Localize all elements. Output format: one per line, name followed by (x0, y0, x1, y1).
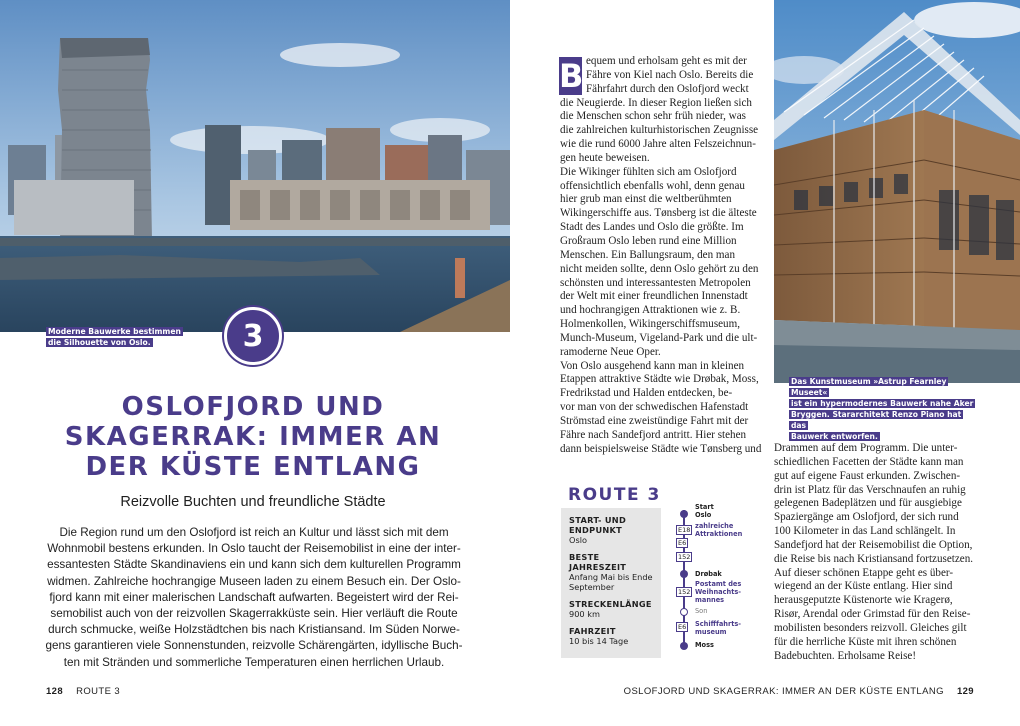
right-photo-caption (789, 376, 977, 442)
length-value: 900 km (569, 609, 600, 619)
body-line: die Neugierde. In dieser Region ließen sich (560, 96, 752, 109)
poi-oslo: Attraktionen (695, 530, 743, 538)
body-line: gen heute beweisen. (560, 151, 650, 164)
body-line: für die herrliche Küste mit ihren schönen (774, 635, 957, 648)
title-line: OSLOFJORD UND (121, 392, 385, 422)
right-footer (624, 686, 974, 697)
stop-drobak: Drøbak (695, 570, 722, 578)
poi-oslo: zahlreiche (695, 522, 734, 530)
caption-line: ist ein hypermodernes Bauwerk nahe Aker (791, 399, 974, 408)
body-line: Wikingerschiffe aus. Tønsberg ist die älteste (560, 207, 757, 220)
season-value (569, 572, 653, 592)
body-line: und hochrangigen Attraktionen wie z. B. (560, 304, 741, 317)
body-line: Badebuchten. Erholsame Reise! (774, 649, 917, 662)
body-line: 100 Kilometer in das Land schlängelt. In (774, 525, 956, 538)
body-line: der Welt mit einer freundlichen Innenstadt (560, 290, 748, 303)
body-line: offensichtlich ebenfalls wohl, denn genau (560, 179, 745, 192)
season-label: BESTE JAHRESZEIT (569, 552, 627, 572)
body-line: schönsten und interessantesten Metropolen (560, 276, 751, 289)
caption-line: Moderne Bauwerke bestimmen (48, 327, 181, 336)
body-line: hier grub man einst die weltberühmten (560, 193, 732, 206)
body-line: Menschen. Ein Ballungsraum, den man (560, 248, 735, 261)
poi-drobak: mannes (695, 596, 725, 604)
stop-moss: Moss (695, 641, 714, 649)
body-line: Fredrikstad und Halden entdecken, be- (560, 387, 733, 400)
length-label: STRECKENLÄNGE (569, 599, 652, 609)
duration-label: FAHRZEIT (569, 626, 616, 636)
body-line: Fähre von Kiel nach Oslo. Bereits die (586, 68, 754, 81)
body-line: mobilisten besonders reizvoll. Gleiches gilt (774, 621, 967, 634)
start-label: ENDPUNKT (569, 525, 623, 535)
body-line: Großraum Oslo leben rund eine Million (560, 234, 737, 247)
route-box-title: ROUTE 3 (568, 485, 661, 505)
start-value: Oslo (569, 535, 587, 545)
stop-marker-oslo (680, 510, 688, 518)
start-label: START- UND (569, 515, 627, 525)
intro-line: gens garantieren viele Sonnenstunden, reizvolle Schärengärten, idyllische Buch- (45, 639, 463, 653)
body-line: gelegenen Badeplätzen und für ausgiebige (774, 497, 962, 510)
body-line: wie die rund 6000 Jahre alten Felszeichnun- (560, 138, 756, 151)
intro-line: essantesten Städte Skandinaviens ein und kann sich dem kulturellen Programm (47, 558, 461, 572)
body-line: Holmenkollen, Wikingerschiffsmuseum, (560, 318, 741, 331)
running-header: OSLOFJORD UND SKAGERRAK: IMMER AN DER KÜSTE ENTLANG (623, 686, 944, 697)
astrup-fearnley-museum-photo (774, 0, 1020, 383)
title-line: SKAGERRAK: IMMER AN (64, 422, 442, 452)
body-line: Stadt des Landes und Oslo die größte. Im (560, 221, 744, 234)
body-column-1 (560, 55, 765, 456)
body-line: die Reise bis nach Kristiansand fortzusetzen. (774, 552, 974, 565)
intro-paragraph (44, 525, 464, 671)
body-line: Risør, Arendal oder Grimstad für den Reise- (774, 608, 971, 621)
page-number: 129 (956, 686, 974, 697)
poi-drobak: Weihnachts- (695, 588, 742, 596)
body-line: Von Oslo ausgehend kann man in kleinen (560, 359, 745, 372)
body-column-2 (774, 442, 980, 664)
stop-marker-moss (680, 642, 688, 650)
road-sign-152: 152 (678, 588, 691, 596)
route-diagram (670, 500, 765, 660)
caption-line: die Silhouette von Oslo. (48, 338, 151, 347)
body-line: Die Wikinger fühlten sich am Oslofjord (560, 165, 737, 178)
body-line: Sandefjord hat der Reisemobilist die Option, (774, 538, 973, 551)
road-sign-e18: E18 (678, 526, 691, 534)
intro-line: fjord kann mit einer malerischen Landschaft aufwarten. Begeistert wird der Rei- (49, 590, 459, 604)
body-line: dann beispielsweise Städte wie Tønsberg und (560, 442, 762, 455)
caption-line: Das Kunstmuseum »Astrup Fearnley Museet« (791, 377, 947, 397)
chapter-title (40, 392, 466, 482)
caption-line: Bauwerk entworfen. (791, 432, 878, 441)
body-line: Spaziergänge am Oslofjord, der sich rund (774, 511, 959, 524)
chapter-number: 3 (242, 318, 264, 354)
body-line: Auf dieser schönen Etappe geht es über- (774, 566, 954, 579)
drop-cap: B (559, 57, 584, 95)
body-line: die Menschen schon sehr früh nieder, was (560, 110, 746, 123)
duration-value: 10 bis 14 Tage (569, 636, 629, 646)
poi-drobak: Postamt des (695, 580, 742, 588)
body-line: Strömstad eine zweistündige Fahrt mit der (560, 414, 749, 427)
stop-son: Son (695, 607, 708, 615)
route-info-box (561, 508, 661, 658)
poi-moss: museum (695, 628, 727, 636)
season-value-line: September (569, 582, 615, 592)
chapter-number-badge (224, 307, 282, 365)
body-line: schiedlichen Facetten der Städte kann man (774, 455, 964, 468)
body-line: die zahlreichen kulturhistorischen Zeugnisse (560, 124, 759, 137)
oslo-waterfront-photo (0, 0, 510, 332)
body-line: vor man von der schwedischen Hafenstadt (560, 401, 749, 414)
caption-line: Bryggen. Stararchitekt Renzo Piano hat das (791, 410, 962, 430)
stop-marker-drobak (680, 570, 688, 578)
left-photo-caption (46, 326, 186, 348)
road-sign-152: 152 (678, 553, 691, 561)
road-sign-e6: E6 (678, 623, 687, 631)
intro-line: ten mit Stränden und sommerliche Temperaturen einen herrlichen Urlaub. (63, 655, 445, 669)
body-line: drin ist Platz für das Verschnaufen an ruhig (774, 483, 966, 496)
intro-line: durch schmucke, weiße Holzstädtchen bis nach Kristiansand. Im Süden Norwe- (48, 623, 460, 637)
body-line: wiegend an der Küste entlang. Hier sind (774, 580, 953, 593)
body-line: Fähre nach Sandefjord antritt. Hier stehen (560, 428, 747, 441)
left-footer (46, 686, 120, 697)
season-value-line: Anfang Mai bis Ende (569, 572, 653, 582)
start-label: Start (695, 503, 714, 511)
running-header: ROUTE 3 (76, 686, 121, 697)
stop-oslo: Oslo (695, 511, 712, 519)
body-line: herausgeputzte Küstenorte wie Kragerø, (774, 594, 953, 607)
intro-line: Wohnmobil bestens erkunden. In Oslo taucht der Reisemobilist in eine der inter- (47, 542, 461, 556)
body-line: Etappen attraktive Städte wie Drøbak, Moss, (560, 373, 759, 386)
body-line: ramoderne Neue Oper. (560, 345, 661, 358)
intro-line: widmen. Zahlreiche hochrangige Museen laden zu einem Besuch ein. Der Oslo- (47, 574, 461, 588)
body-line: Munch-Museum, Vigeland-Park und die ult- (560, 331, 758, 344)
intro-line: semobilist auch von der reizvollen Skagerrakküste sein. Hier verläuft die Route (50, 607, 458, 621)
body-line: Drammen auf dem Programm. Die unter- (774, 442, 958, 454)
page-number: 128 (46, 686, 64, 697)
body-line: equem und erholsam geht es mit der (586, 55, 747, 67)
stop-marker-son (680, 608, 688, 616)
chapter-subtitle: Reizvolle Buchten und freundliche Städte (120, 494, 386, 510)
road-sign-e6: E6 (678, 539, 687, 547)
body-line: nicht meiden sollte, denn Oslo gehört zu den (560, 262, 759, 275)
poi-moss: Schifffahrts- (695, 620, 742, 628)
body-line: Fährfahrt durch den Oslofjord weckt (586, 82, 749, 95)
title-line: DER KÜSTE ENTLANG (85, 452, 421, 482)
body-line: gut auf eigene Faust erkunden. Zwischen- (774, 469, 961, 482)
intro-line: Die Region rund um den Oslofjord ist reich an Kultur und lässt sich mit dem (59, 526, 449, 539)
